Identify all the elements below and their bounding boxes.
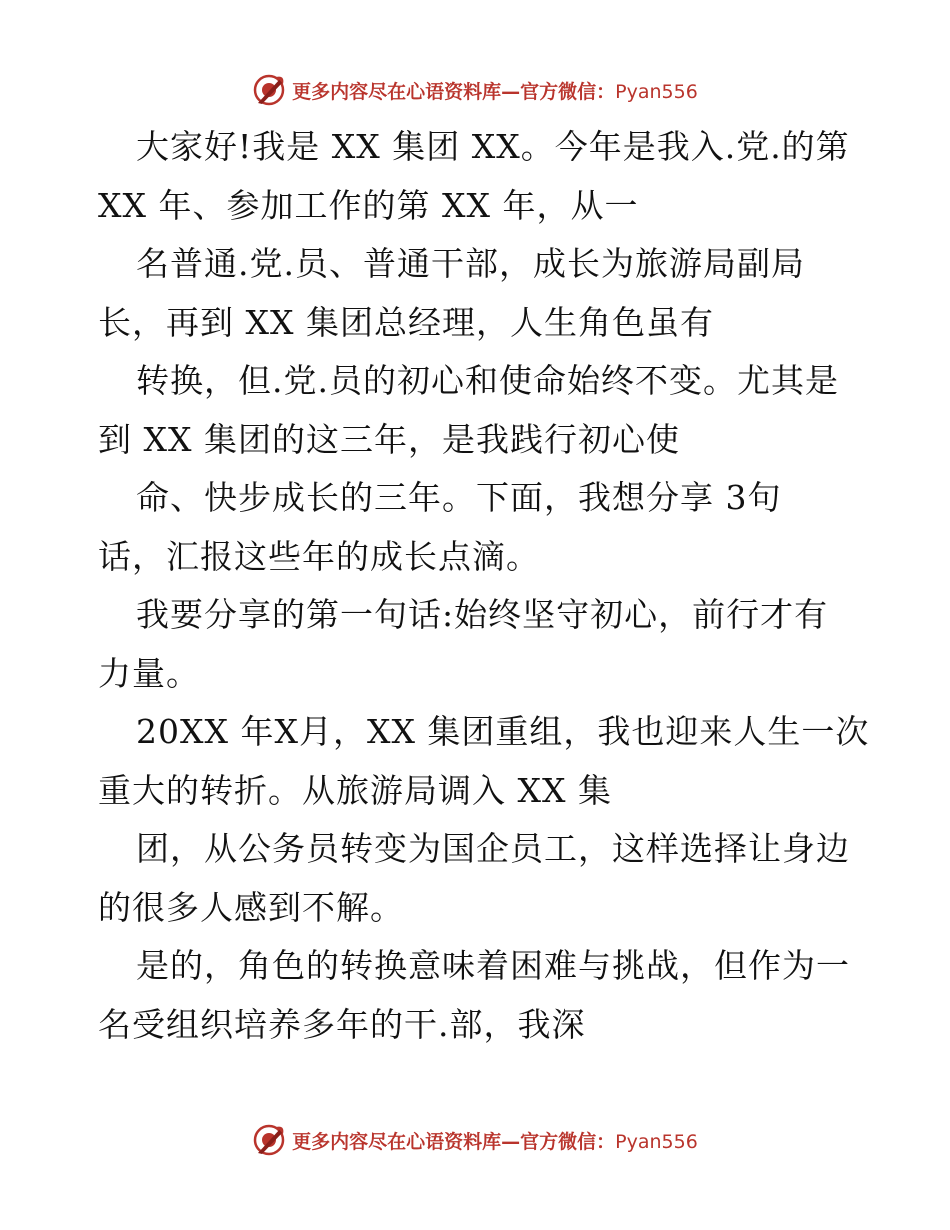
paragraph-line: 重大的转折。从旅游局调入 XX 集 xyxy=(98,770,612,810)
quill-logo-icon xyxy=(252,73,286,107)
footer-watermark xyxy=(0,1120,950,1160)
paragraph-line: 转换，但.党.员的初心和使命始终不变。尤其是 xyxy=(136,361,839,400)
paragraph-line: 力量。 xyxy=(98,653,200,693)
watermark-group xyxy=(252,1123,698,1157)
paragraph-line: XX 年、参加工作的第 XX 年，从一 xyxy=(98,185,639,225)
paragraph-line: 长，再到 XX 集团总经理，人生角色虽有 xyxy=(98,302,714,342)
watermark-label: 更多内容尽在心语资料库—官方微信： xyxy=(292,80,616,103)
paragraph-line: 我要分享的第一句话:始终坚守初心，前行才有 xyxy=(136,595,829,634)
header-watermark xyxy=(0,70,950,110)
paragraph-line: 话，汇报这些年的成长点滴。 xyxy=(98,536,540,576)
paragraph-line: 团，从公务员转变为国企员工，这样选择让身边 xyxy=(136,829,850,868)
watermark-wechat-id: Pyan556 xyxy=(615,80,698,103)
paragraph-line: 大家好!我是 XX 集团 XX。今年是我入.党.的第 xyxy=(136,127,850,166)
quill-logo-icon xyxy=(252,1123,286,1157)
watermark-wechat-id: Pyan556 xyxy=(615,1130,698,1153)
paragraph-line: 是的，角色的转换意味着困难与挑战，但作为一 xyxy=(136,946,850,985)
watermark-group xyxy=(252,73,698,107)
paragraph-line: 到 XX 集团的这三年，是我践行初心使 xyxy=(98,419,680,459)
watermark-label: 更多内容尽在心语资料库—官方微信： xyxy=(292,1130,616,1153)
watermark-text xyxy=(292,77,698,104)
paragraph-line: 名受组织培养多年的干.部，我深 xyxy=(98,1004,586,1044)
document-body xyxy=(98,118,870,1054)
paragraph-line: 命、快步成长的三年。下面，我想分享 3句 xyxy=(136,478,782,517)
paragraph-line: 名普通.党.员、普通干部，成长为旅游局副局 xyxy=(136,244,805,283)
paragraph-line: 20XX 年X月，XX 集团重组，我也迎来人生一次 xyxy=(136,712,870,751)
watermark-text xyxy=(292,1127,698,1154)
paragraph-line: 的很多人感到不解。 xyxy=(98,887,404,927)
